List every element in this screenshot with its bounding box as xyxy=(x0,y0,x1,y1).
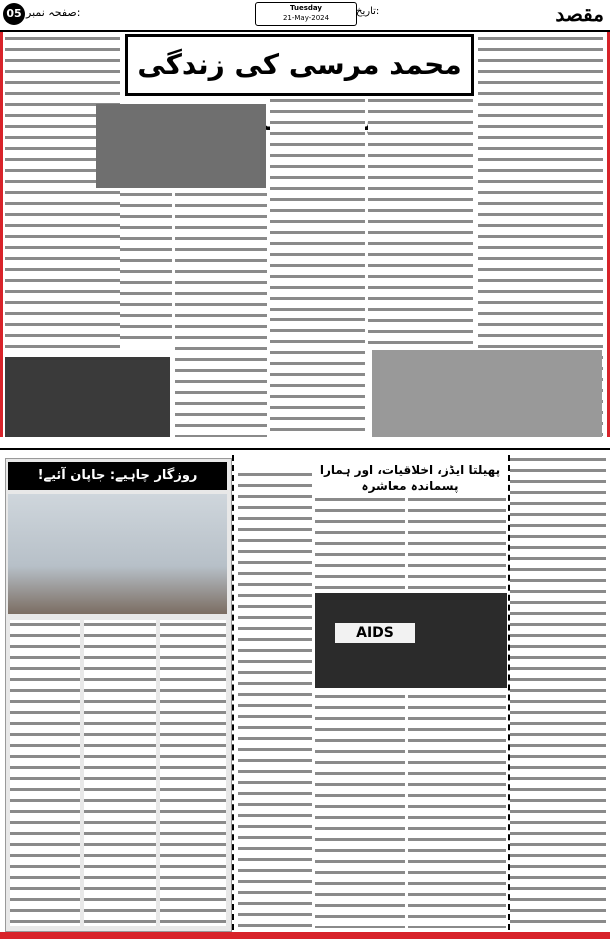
text-column xyxy=(408,692,506,928)
photo-prison-bars xyxy=(5,357,170,437)
text-column xyxy=(315,495,405,590)
section-divider xyxy=(0,448,610,450)
photo-military-officer xyxy=(372,350,602,437)
photo-japan-pagoda xyxy=(8,494,227,614)
text-column xyxy=(160,620,226,926)
column-separator xyxy=(232,455,234,930)
text-column xyxy=(10,620,80,926)
day-label: Tuesday xyxy=(290,4,322,12)
photo-aids-blindfold xyxy=(315,593,507,688)
text-column xyxy=(270,315,365,437)
page-number-caption: صفحہ نمبر: xyxy=(26,6,81,19)
page-number-badge: 05 xyxy=(3,3,25,25)
left-red-bar xyxy=(0,32,3,437)
text-column xyxy=(368,96,473,346)
photo-protesters xyxy=(96,104,266,188)
aids-image-text: AIDS xyxy=(335,623,415,643)
japan-article-title: روزگار چاہیے: جاپان آئیے! xyxy=(8,462,227,490)
aids-article-title: پھیلتا ایڈز، اخلاقیات، اور ہمارا پسماندہ معاشرہ xyxy=(319,463,501,493)
text-column xyxy=(5,34,120,354)
text-column xyxy=(315,692,405,928)
column-separator xyxy=(508,455,510,930)
bottom-red-bar xyxy=(0,932,610,939)
text-column xyxy=(175,190,267,437)
text-column xyxy=(408,495,506,590)
main-article-title: محمد مرسی کی زندگی xyxy=(125,34,474,96)
text-column xyxy=(510,455,606,930)
date-caption: تاریخ: xyxy=(356,6,380,17)
date-label: 21-May-2024 xyxy=(282,14,330,22)
text-column xyxy=(238,470,312,930)
date-box xyxy=(255,2,357,26)
text-column xyxy=(270,96,365,311)
text-column xyxy=(84,620,156,926)
newspaper-logo: مقصد xyxy=(555,2,604,26)
